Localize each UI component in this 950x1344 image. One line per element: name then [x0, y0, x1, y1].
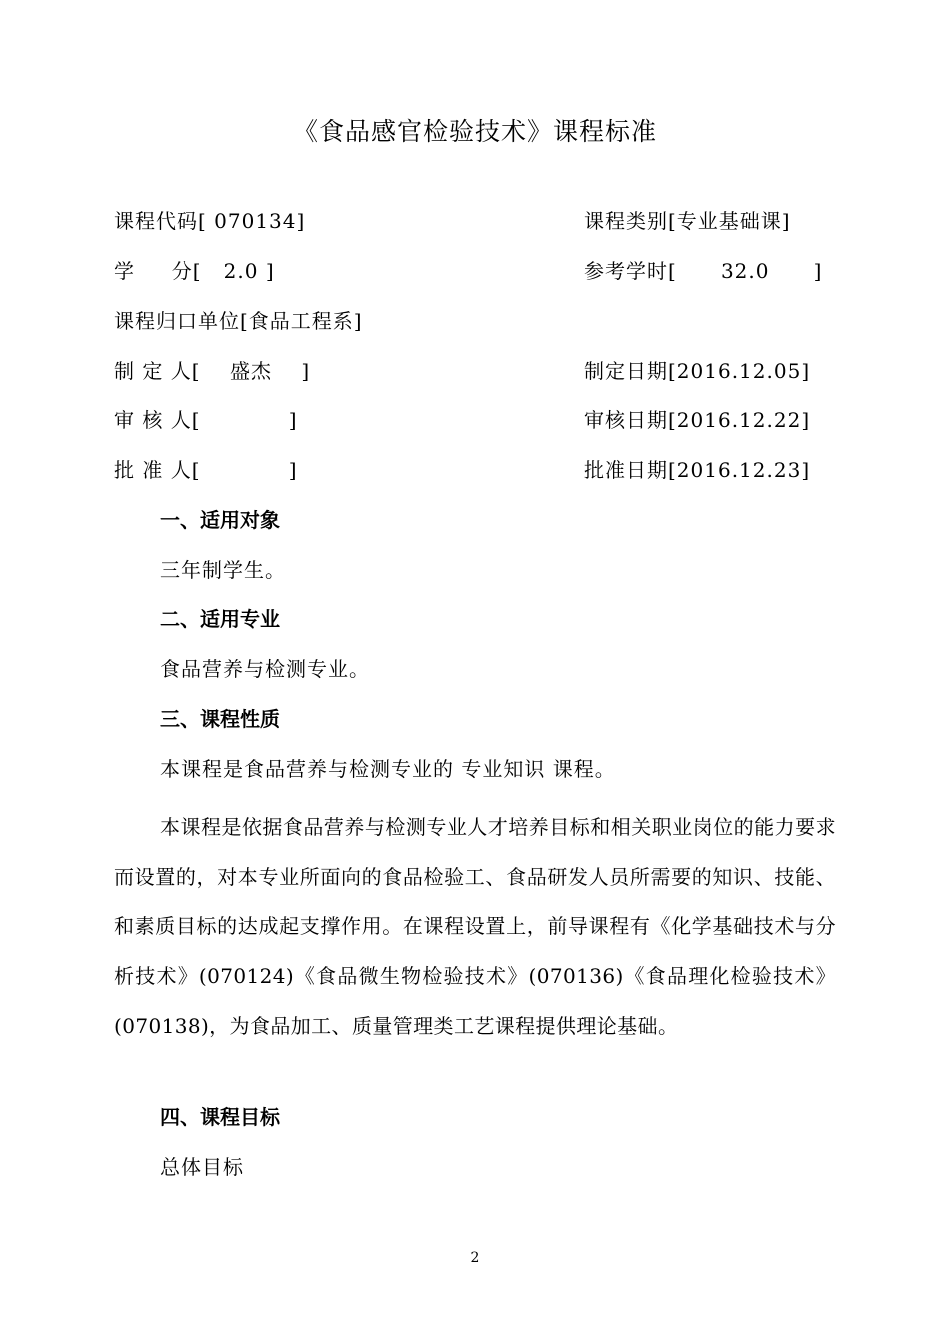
- section-heading-2: 二、适用专业: [160, 607, 280, 631]
- meta-row-approver: [114, 455, 834, 485]
- meta-row-reviewer: [114, 405, 834, 435]
- section-text-3: 本课程是食品营养与检测专业的 专业知识 课程。: [160, 757, 616, 781]
- reviewer: 审 核 人[ ]: [114, 408, 298, 432]
- course-category: 课程类别[专业基础课]: [584, 209, 791, 233]
- section-heading-1: 一、适用对象: [160, 508, 280, 532]
- review-date: 审核日期[2016.12.22]: [584, 408, 811, 432]
- meta-row-department: [114, 306, 834, 336]
- approver: 批 准 人[ ]: [114, 458, 298, 482]
- section-body-3: 本课程是依据食品营养与检测专业人才培养目标和相关职业岗位的能力要求而设置的，对本专业所面向的食品检验工、食品研发人员所需要的知识、技能、和素质目标的达成起支撑作用。在课程设置上，前导课程有《化学基础技术与分析技术》(070124)《食品微生物检验技术》(070136)《食品理化检验技术》(070138)，为食品加工、质量管理类工艺课程提供理论基础。: [114, 815, 836, 1038]
- meta-row-course-code: [114, 206, 834, 236]
- author-date: 制定日期[2016.12.05]: [584, 359, 811, 383]
- credits: 学 分[ 2.0 ]: [114, 259, 275, 283]
- page-number: 2: [470, 1250, 480, 1266]
- section-heading-4: 四、课程目标: [160, 1105, 280, 1129]
- meta-row-credits: [114, 256, 834, 286]
- meta-row-author: [114, 356, 834, 386]
- approval-date: 批准日期[2016.12.23]: [584, 458, 811, 482]
- page-title: 《食品感官检验技术》课程标准: [292, 117, 657, 146]
- section-text-2: 食品营养与检测专业。: [160, 657, 370, 681]
- section-heading-3: 三、课程性质: [160, 707, 280, 731]
- course-code: 课程代码[ 070134]: [114, 209, 306, 233]
- section-text-4: 总体目标: [160, 1155, 244, 1179]
- reference-hours: 参考学时[ 32.0 ]: [584, 259, 823, 283]
- department: 课程归口单位[食品工程系]: [114, 309, 363, 333]
- author: 制 定 人[ 盛杰 ]: [114, 359, 311, 383]
- section-text-1: 三年制学生。: [160, 558, 286, 582]
